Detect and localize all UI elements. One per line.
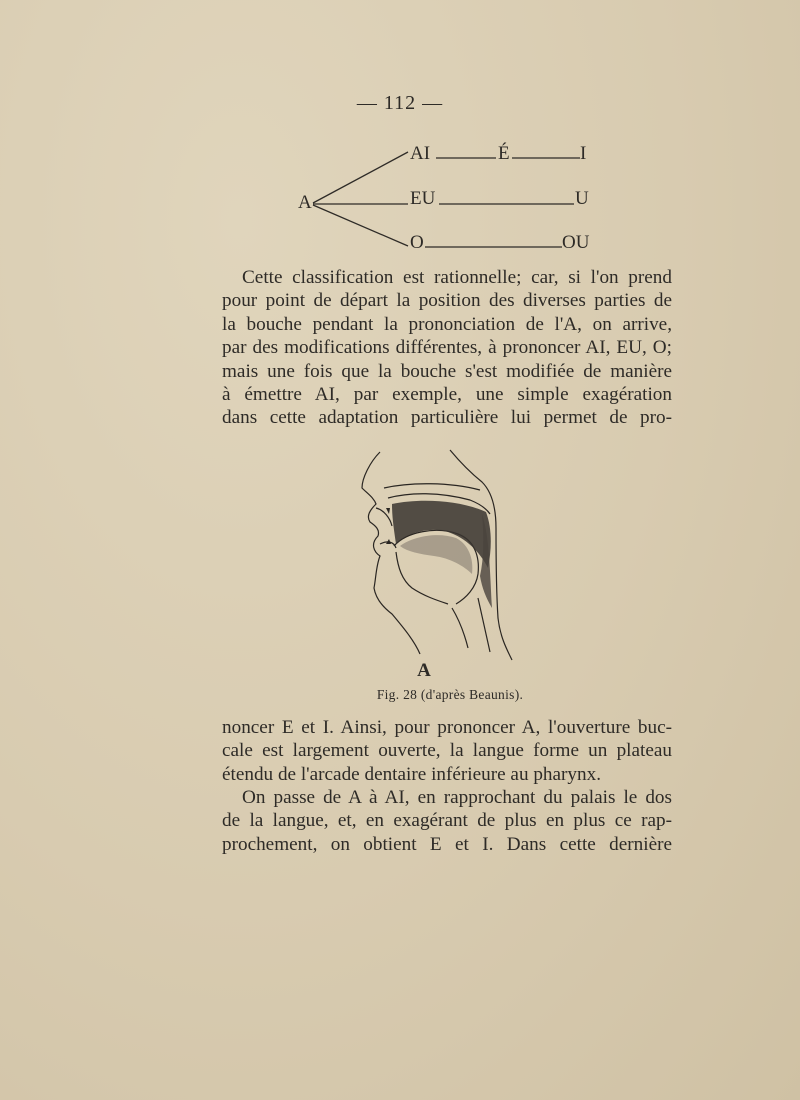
text-line: mais une fois que la bouche s'est modifiée de manière — [222, 360, 672, 382]
text-line: pour point de départ la position des diverses parties de — [222, 290, 672, 312]
text-line: cale est largement ouverte, la langue forme un plateau — [222, 740, 672, 762]
row1-mid: É — [498, 143, 510, 164]
row3-end: OU — [562, 232, 590, 253]
text-line: étendu de l'arcade dentaire inférieure au pharynx. — [222, 763, 602, 785]
page-number: — 112 — — [356, 92, 444, 114]
diagram-root-a: A — [298, 192, 312, 213]
paragraph-3 — [222, 786, 672, 856]
nasal-floor — [384, 484, 480, 490]
figure-label: A — [417, 660, 431, 681]
text-line: à émettre AI, par exemple, une simple exagération — [222, 384, 672, 406]
text-line: par des modifications différentes, à prononcer AI, EU, O; — [222, 337, 672, 359]
upper-lip — [376, 508, 392, 526]
text-line: dans cette adaptation particulière lui permet de pro- — [222, 407, 672, 429]
teeth — [386, 508, 391, 544]
figure-caption: Fig. 28 (d'après Beaunis). — [376, 687, 524, 702]
vowel-classification-diagram — [0, 0, 800, 270]
row3-start: O — [410, 232, 424, 253]
larynx — [452, 598, 490, 652]
branch-line-bottom — [313, 205, 408, 246]
text-line: prochement, on obtient E et I. Dans cette dernière — [222, 833, 672, 855]
row1-start: AI — [410, 143, 431, 164]
text-line: Cette classification est rationnelle; car, si l'on prend — [242, 267, 672, 288]
paragraph-1 — [222, 266, 672, 430]
text-line: la bouche pendant la prononciation de l'A, on arrive, — [222, 313, 672, 335]
branch-line-top — [313, 152, 408, 203]
paragraph-2 — [222, 716, 672, 786]
row2-start: EU — [410, 188, 436, 209]
row2-end: U — [575, 188, 589, 209]
text-line: de la langue, et, en exagérant de plus en plus ce rap- — [222, 810, 672, 832]
text-line: noncer E et I. Ainsi, pour prononcer A, l'ouverture buc- — [222, 717, 672, 738]
row1-end: I — [580, 143, 587, 164]
jaw — [396, 552, 448, 604]
text-line: On passe de A à AI, en rapprochant du palais le dos — [242, 787, 672, 808]
tongue-shading — [400, 535, 472, 574]
anatomical-illustration — [340, 448, 520, 663]
oral-cavity-shading — [392, 501, 491, 568]
face-profile-outline — [362, 452, 420, 654]
